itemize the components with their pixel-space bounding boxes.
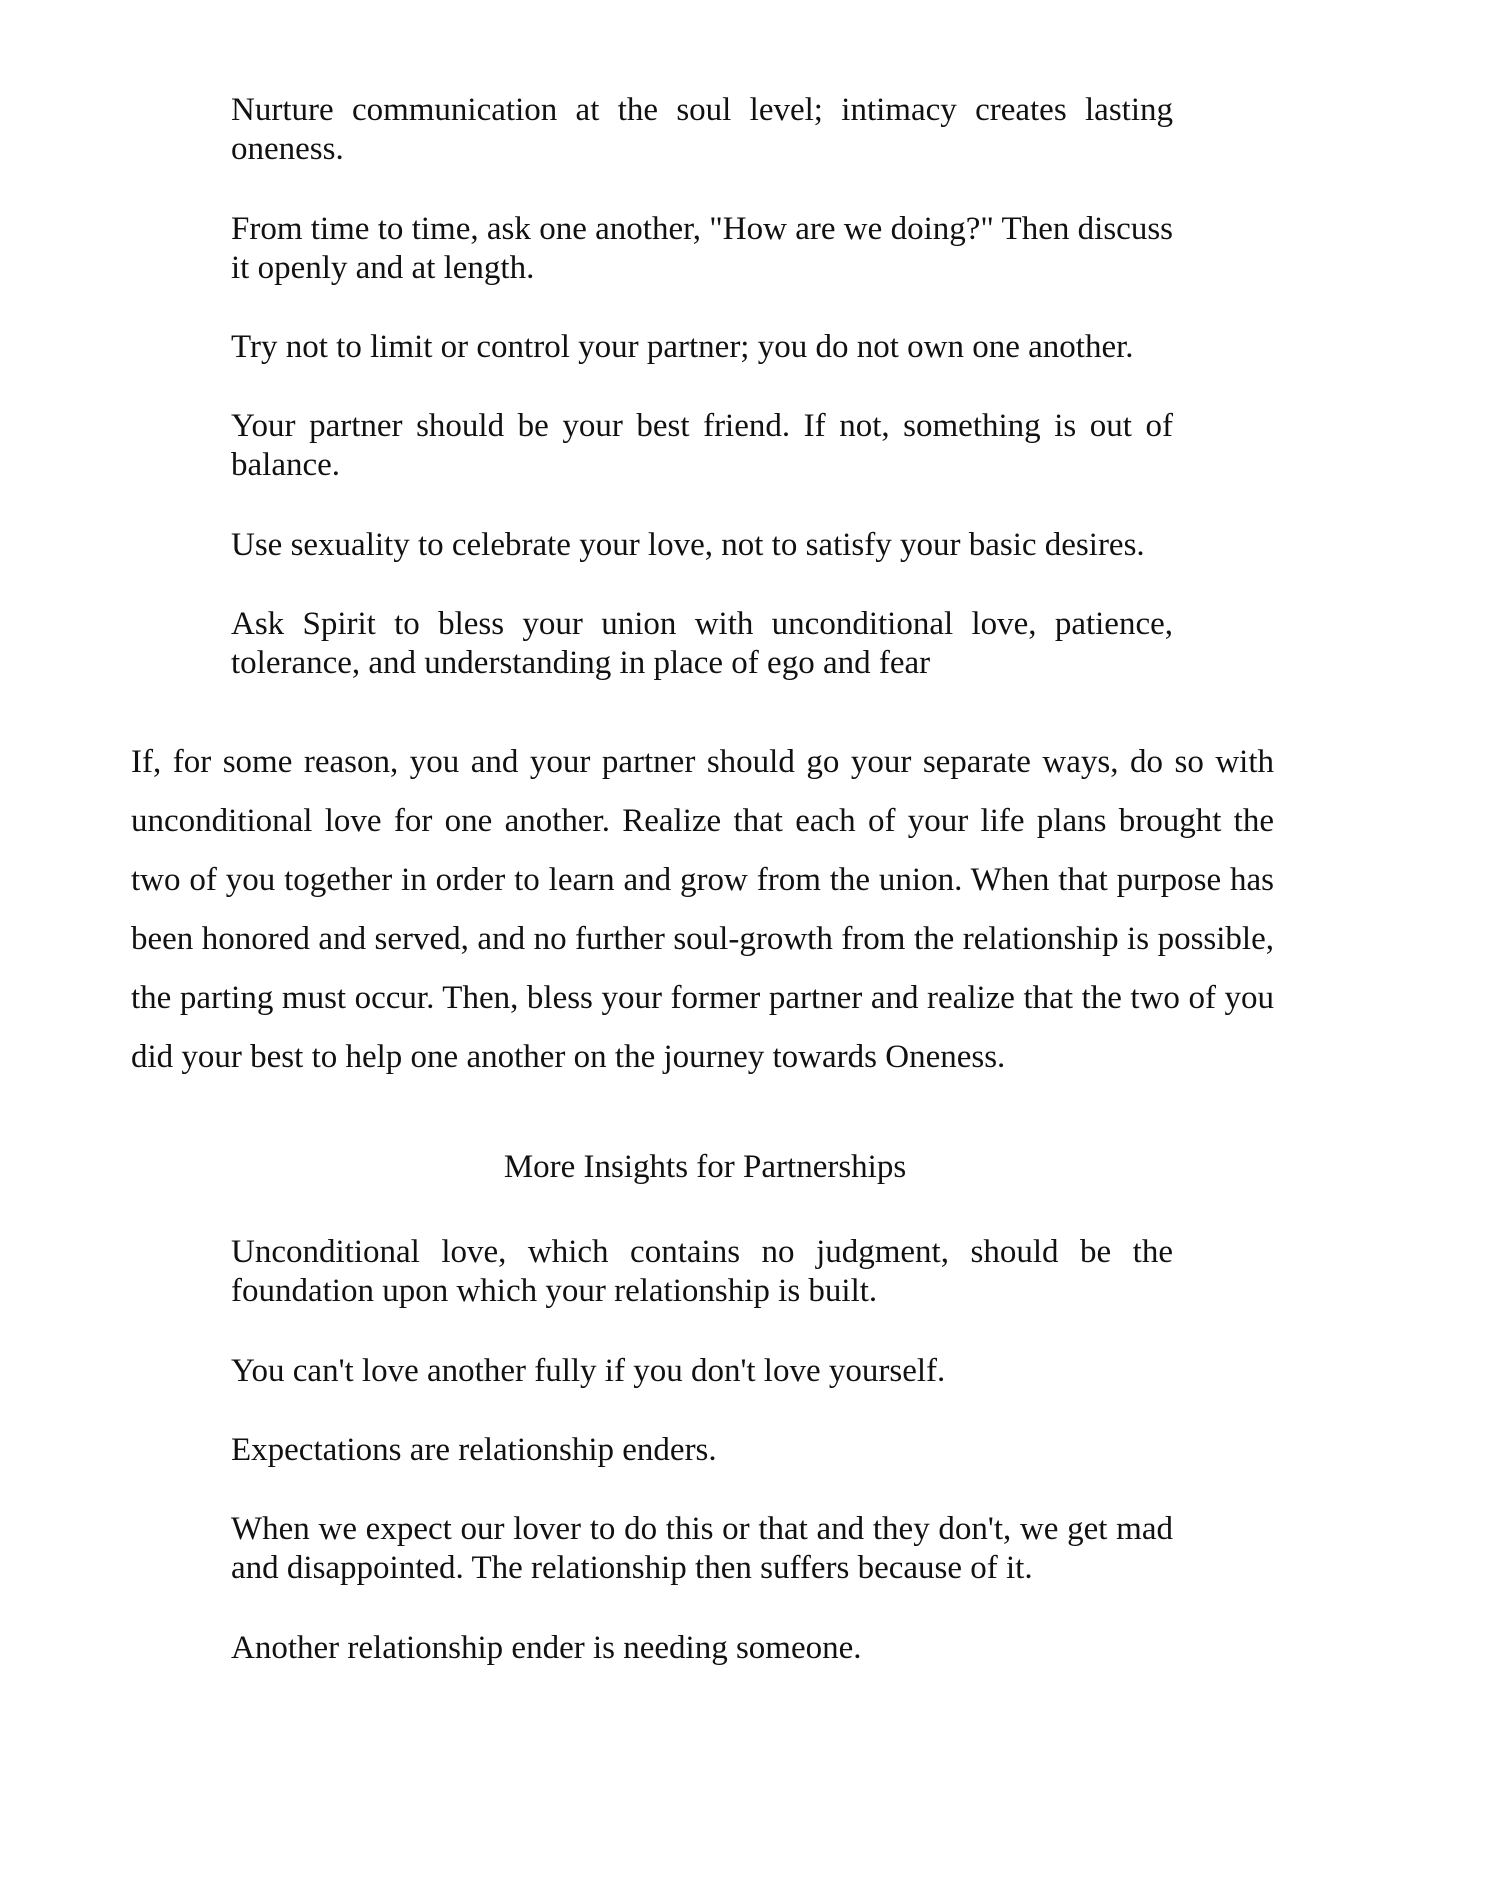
insight-item: You can't love another fully if you don't love yourself.: [231, 1353, 946, 1389]
insight-item: Your partner should be your best friend. If not, something is out of balance.: [231, 408, 1173, 483]
body-paragraph: If, for some reason, you and your partner should go your separate ways, do so with unconditional love for one another. Realize that each of your life plans brought the two of you together in order to learn and grow from the union. When that purpose has been honored and served, and no further soul-growth from the relationship is possible, the parting must occur. Then, bless your former partner and realize that the two of you did your best to help one another on the journey towards Oneness.: [131, 744, 1274, 1075]
insight-item: Try not to limit or control your partner; you do not own one another.: [231, 329, 1134, 365]
insight-item: When we expect our lover to do this or that and they don't, we get mad and disappointed. The relationship then suffers because of it.: [231, 1511, 1173, 1586]
insight-item: Ask Spirit to bless your union with unconditional love, patience, tolerance, and understanding in place of ego and fear: [231, 606, 1173, 681]
insight-item: Use sexuality to celebrate your love, not to satisfy your basic desires.: [231, 527, 1145, 563]
section-heading: More Insights for Partnerships: [503, 1149, 907, 1185]
insight-item: Nurture communication at the soul level; intimacy creates lasting oneness.: [231, 92, 1173, 167]
insight-item: Unconditional love, which contains no judgment, should be the foundation upon which your relationship is built.: [231, 1234, 1173, 1309]
insight-item: Expectations are relationship enders.: [231, 1432, 717, 1468]
insight-item: Another relationship ender is needing someone.: [231, 1630, 862, 1666]
insight-item: From time to time, ask one another, "How are we doing?" Then discuss it openly and at length.: [231, 211, 1173, 286]
